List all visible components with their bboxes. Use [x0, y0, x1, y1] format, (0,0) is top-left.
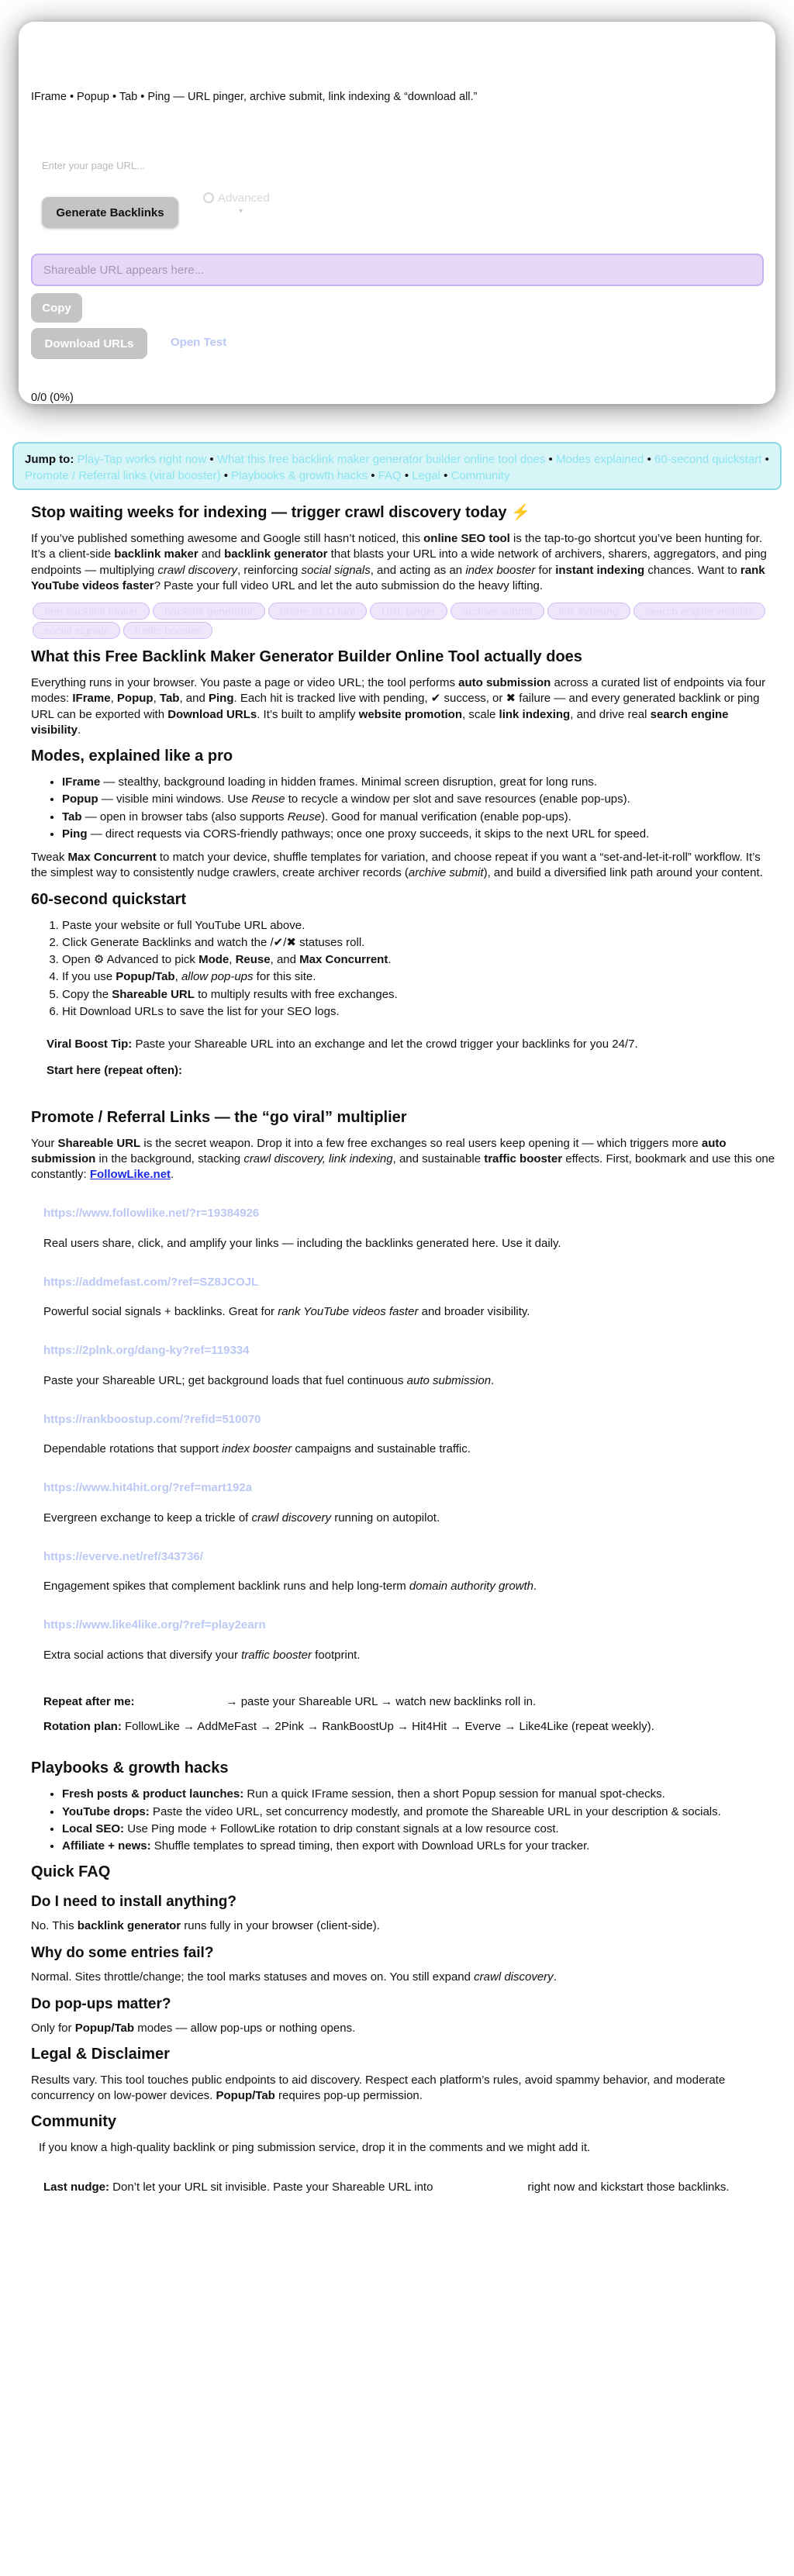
tool-tagline: IFrame • Popup • Tab • Ping — URL pinger, archive submit, link indexing & “download all.” [31, 91, 478, 103]
quickstart-title: 60-second quickstart [31, 890, 187, 908]
legal-title: Legal & Disclaimer [31, 2045, 170, 2063]
advanced-label: Advanced [218, 192, 270, 205]
progress-counter: 0/0 (0%) [31, 392, 74, 404]
community-title: Community [31, 2113, 116, 2131]
tag: search engine visibility [633, 603, 765, 620]
jump-link[interactable]: What this free backlink maker generator builder online tool does [216, 453, 546, 466]
tool-card [19, 22, 775, 404]
list-item: • YouTube drops: Paste the video URL, set concurrency modestly, and promote the Shareable URL in your description & socials. [62, 1804, 775, 1820]
playbooks-list [62, 1787, 775, 1854]
faq-question: Do I need to install anything? [31, 1894, 236, 1911]
tag: traffic booster [123, 622, 212, 639]
community-paragraph: If you know a high-quality backlink or ping submission service, drop it in the comments and we might add it. [39, 2141, 591, 2155]
intro-title: Stop waiting weeks for indexing — trigger crawl discovery today ⚡ [31, 504, 530, 521]
modes-paragraph: Tweak Max Concurrent to match your device, shuffle templates for variation, and choose repeat if you want a “set-and-let-it-roll” workflow. It’s the simplest way to consistently nudge crawlers, create archiver records (archive submit), and build a diversified link path around your content. [31, 851, 763, 880]
gear-icon [203, 192, 214, 203]
start-here-label: Start here (repeat often): [47, 1064, 183, 1078]
last-nudge: Last nudge: Don’t let your URL sit invisible. Paste your Shareable URL into right now and kickstart those backlinks. [43, 2180, 730, 2194]
followlike-link[interactable]: FollowLike.net [89, 1168, 171, 1181]
advanced-toggle[interactable] [203, 191, 270, 206]
tag: link indexing [547, 603, 630, 620]
list-item: • Local SEO: Use Ping mode + FollowLike rotation to drip constant signals at a low resource cost. [62, 1822, 775, 1837]
list-item: 1. Paste your website or full YouTube URL above. [62, 918, 775, 934]
tag: free backlink maker [33, 603, 150, 620]
exchange-link[interactable]: https://www.followlike.net/?r=19384926 [43, 1207, 260, 1221]
list-item: 4. If you use Popup/Tab, allow pop-ups for this site. [62, 969, 775, 985]
faq-title: Quick FAQ [31, 1863, 111, 1881]
list-item: 2. Click Generate Backlinks and watch the /✔/✖ statuses roll. [62, 935, 775, 951]
exchange-desc: Powerful social signals + backlinks. Great for rank YouTube videos faster and broader visibility. [43, 1305, 530, 1318]
jump-nav: Jump to: Play-Tap works right now • What this free backlink maker generator builder online tool does • Modes explained • 60-second quickstart • Promote / Referral links (viral booster) • Playbooks & growth hacks • FAQ • Legal • Community [12, 442, 782, 490]
article [31, 496, 775, 2203]
exchange-link[interactable]: https://www.hit4hit.org/?ref=mart192a [43, 1481, 253, 1495]
exchange-link[interactable]: https://everve.net/ref/343736/ [43, 1549, 203, 1563]
faq-question: Why do some entries fail? [31, 1945, 214, 1962]
quickstart-list [62, 918, 775, 1020]
exchange-desc: Evergreen exchange to keep a trickle of crawl discovery running on autopilot. [43, 1511, 440, 1525]
list-item: 5. Copy the Shareable URL to multiply results with free exchanges. [62, 987, 775, 1003]
generate-backlinks-button[interactable]: Generate Backlinks [42, 197, 178, 228]
tag: backlink generator [153, 603, 264, 620]
shareable-url-field[interactable] [31, 254, 764, 286]
faq-answer: Normal. Sites throttle/change; the tool marks statuses and moves on. You still expand crawl discovery. [31, 1970, 557, 1984]
list-item: • IFrame — stealthy, background loading in hidden frames. Minimal screen disruption, great for long runs. [62, 775, 775, 790]
jump-link[interactable]: Modes explained [555, 453, 644, 466]
promote-paragraph: Your Shareable URL is the secret weapon. Drop it into a few free exchanges so real users keep opening it — which triggers more auto submission in the background, stacking crawl discovery, link indexing, and sustainable traffic booster effects. First, bookmark and use this one constantly: FollowLike.net. [31, 1136, 775, 1181]
faq-answer: Only for Popup/Tab modes — allow pop-ups or nothing opens. [31, 2021, 356, 2035]
exchange-list [43, 1206, 775, 1663]
list-item: • Tab — open in browser tabs (also supports Reuse). Good for manual verification (enable pop-ups). [62, 810, 775, 825]
modes-title: Modes, explained like a pro [31, 748, 233, 765]
copy-button[interactable]: Copy [31, 293, 82, 323]
url-input[interactable] [42, 155, 220, 175]
what-paragraph: Everything runs in your browser. You paste a page or video URL; the tool performs auto submission across a curated list of endpoints via four modes: IFrame, Popup, Tab, and Ping. Each hit is tracked live with pending, ✔ success, or ✖ failure — and every generated backlink or ping URL can be exported with Download URLs. It’s built to amplify website promotion, scale link indexing, and drive real search engine visibility. [31, 676, 766, 737]
exchange-link[interactable]: https://addmefast.com/?ref=SZ8JCOJL [43, 1275, 259, 1289]
jump-link[interactable]: 60-second quickstart [654, 453, 762, 466]
chevron-down-icon[interactable]: ▾ [239, 207, 243, 216]
exchange-desc: Real users share, click, and amplify your links — including the backlinks generated here. Use it daily. [43, 1236, 561, 1250]
list-item: 6. Hit Download URLs to save the list for your SEO logs. [62, 1004, 775, 1020]
modes-list [62, 775, 775, 842]
repeat-box: Repeat after me: → paste your Shareable URL → watch new backlinks roll in. Rotation plan: FollowLike → AddMeFast → 2Pink → RankBoostUp → Hit4Hit → Everve → Like4Like (repeat weekly). [43, 1694, 654, 1733]
jump-link[interactable]: Promote / Referral links (viral booster) [25, 469, 221, 482]
intro-paragraph: If you’ve published something awesome and Google still hasn’t noticed, this online SEO tool is the tap-to-go shortcut you’ve been hunting for. It’s a client-side backlink maker and backlink generator that blasts your URL into a wide network of archivers, sharers, aggregators, and ping endpoints — multiplying crawl discovery, reinforcing social signals, and acting as an index booster for instant indexing chances. Want to rank YouTube videos faster? Paste your full video URL and let the auto submission do the heavy lifting. [31, 532, 767, 592]
playbooks-title: Playbooks & growth hacks [31, 1759, 229, 1777]
list-item: • Popup — visible mini windows. Use Reuse to recycle a window per slot and save resources (enable pop-ups). [62, 792, 775, 807]
exchange-desc: Paste your Shareable URL; get background loads that fuel continuous auto submission. [43, 1373, 495, 1387]
jump-link[interactable]: Playbooks & growth hacks [231, 469, 368, 482]
jump-link[interactable]: Play-Tap works right now [77, 453, 207, 466]
promote-title: Promote / Referral Links — the “go viral” multiplier [31, 1108, 407, 1126]
exchange-desc: Engagement spikes that complement backlink runs and help long-term domain authority growth. [43, 1580, 537, 1593]
legal-paragraph: Results vary. This tool touches public endpoints to aid discovery. Respect each platform’s rules, avoid spammy behavior, and moderate concurrency on low-power devices. Popup/Tab requires pop-up permission. [31, 2073, 726, 2103]
exchange-link[interactable]: https://rankboostup.com/?refid=510070 [43, 1412, 261, 1426]
exchange-desc: Extra social actions that diversify your traffic booster footprint. [43, 1648, 361, 1662]
jump-link[interactable]: Legal [412, 469, 440, 482]
exchange-desc: Dependable rotations that support index booster campaigns and sustainable traffic. [43, 1442, 471, 1455]
tag: online SEO tool [268, 603, 367, 620]
jump-link[interactable]: Community [451, 469, 510, 482]
open-test-link[interactable]: Open Test [171, 336, 227, 349]
list-item: • Ping — direct requests via CORS-friendly pathways; once one proxy succeeds, it skips to the next URL for speed. [62, 827, 775, 842]
exchange-link[interactable]: https://2plnk.org/dang-ky?ref=119334 [43, 1344, 250, 1358]
exchange-link[interactable]: https://www.like4like.org/?ref=play2earn [43, 1618, 266, 1632]
list-item: • Fresh posts & product launches: Run a quick IFrame session, then a short Popup session for manual spot-checks. [62, 1787, 775, 1802]
viral-boost-tip: Viral Boost Tip: Paste your Shareable URL into an exchange and let the crowd trigger your backlinks for you 24/7. Start here (repeat often): [47, 1038, 638, 1078]
faq-question: Do pop-ups matter? [31, 1996, 171, 2013]
what-title: What this Free Backlink Maker Generator Builder Online Tool actually does [31, 648, 582, 665]
faq-answer: No. This backlink generator runs fully in your browser (client-side). [31, 1918, 380, 1932]
keyword-tags [31, 602, 775, 641]
tag: social signals [33, 622, 120, 639]
list-item: 3. Open ⚙ Advanced to pick Mode, Reuse, and Max Concurrent. [62, 952, 775, 968]
download-urls-button[interactable]: Download URLs [31, 328, 147, 359]
jump-label: Jump to: [25, 453, 74, 466]
gear-icon: ⚙ [93, 953, 105, 966]
jump-link[interactable]: FAQ [378, 469, 402, 482]
list-item: • Affiliate + news: Shuffle templates to spread timing, then export with Download URLs for your tracker. [62, 1839, 775, 1854]
tag: URL pinger [370, 603, 447, 620]
tag: archive submit [451, 603, 544, 620]
